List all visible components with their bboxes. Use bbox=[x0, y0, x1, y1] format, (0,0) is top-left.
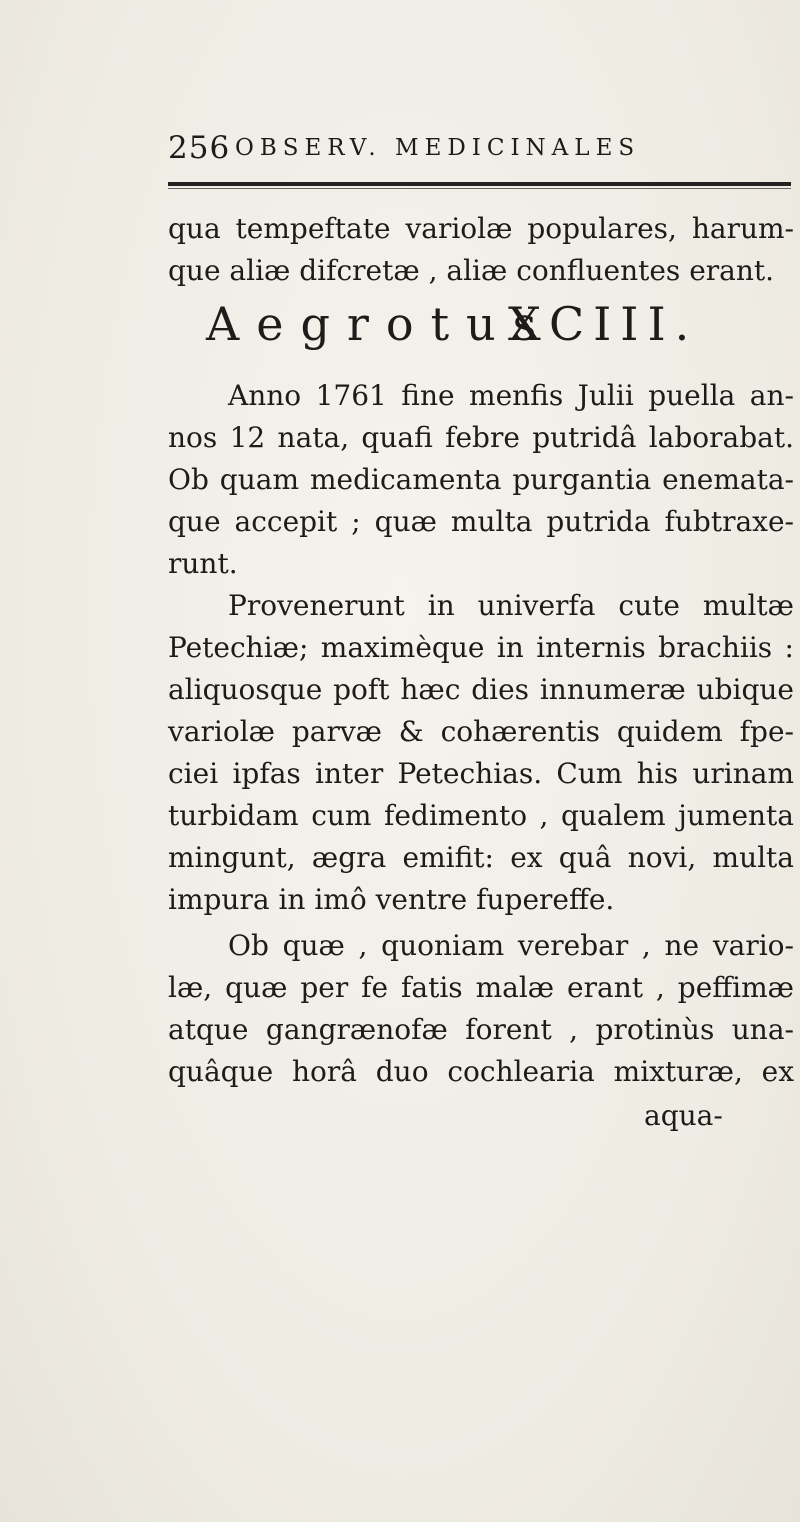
text-line: impura in imô ventre fupereffe. bbox=[168, 883, 615, 916]
text-line: runt. bbox=[168, 547, 238, 580]
intro-paragraph bbox=[168, 208, 794, 292]
running-head-title: OBSERV. MEDICINALES bbox=[235, 135, 641, 161]
text-line: Anno 1761 fine menfis Julii puella an- bbox=[228, 379, 794, 412]
text-line: Ob quæ , quoniam verebar , ne vario- bbox=[228, 929, 794, 962]
text-line: variolæ parvæ & cohærentis quidem fpe- bbox=[168, 715, 794, 748]
paragraph-2 bbox=[168, 585, 794, 921]
paragraph-3 bbox=[168, 925, 794, 1093]
text-line: Petechiæ; maximèque in internis brachiis : bbox=[168, 631, 794, 664]
header-rule-thin bbox=[168, 188, 791, 189]
header-rule bbox=[168, 182, 791, 186]
text-line: aliquosque poft hæc dies innumeræ ubique bbox=[168, 673, 794, 706]
text-line: Provenerunt in univerfa cute multæ bbox=[228, 589, 794, 622]
paragraph-1 bbox=[168, 375, 794, 585]
section-heading-number: XCIII. bbox=[508, 297, 699, 351]
text-line: Ob quam medicamenta purgantia enemata- bbox=[168, 463, 794, 496]
text-line: læ, quæ per fe fatis malæ erant , peffimæ bbox=[168, 971, 794, 1004]
section-heading bbox=[168, 292, 794, 356]
text-line: nos 12 nata, quafi febre putridâ laborabat. bbox=[168, 421, 794, 454]
running-head bbox=[168, 128, 798, 168]
section-heading-word: Aegrotus bbox=[206, 297, 554, 351]
text-line: mingunt, ægra emifit: ex quâ novi, multa bbox=[168, 841, 794, 874]
page-number: 256 bbox=[168, 130, 231, 166]
catchword: aqua- bbox=[644, 1099, 723, 1132]
text-line: que accepit ; quæ multa putrida fubtraxe- bbox=[168, 505, 794, 538]
text-line: ciei ipfas inter Petechias. Cum his urinam bbox=[168, 757, 794, 790]
text-line: turbidam cum fedimento , qualem jumenta bbox=[168, 799, 794, 832]
text-line: que aliæ difcretæ , aliæ confluentes erant. bbox=[168, 254, 775, 287]
text-line: atque gangrænofæ forent , protinùs una- bbox=[168, 1013, 794, 1046]
text-line: quâque horâ duo cochlearia mixturæ, ex bbox=[168, 1055, 794, 1088]
text-line: qua tempeftate variolæ populares, harum- bbox=[168, 212, 794, 245]
